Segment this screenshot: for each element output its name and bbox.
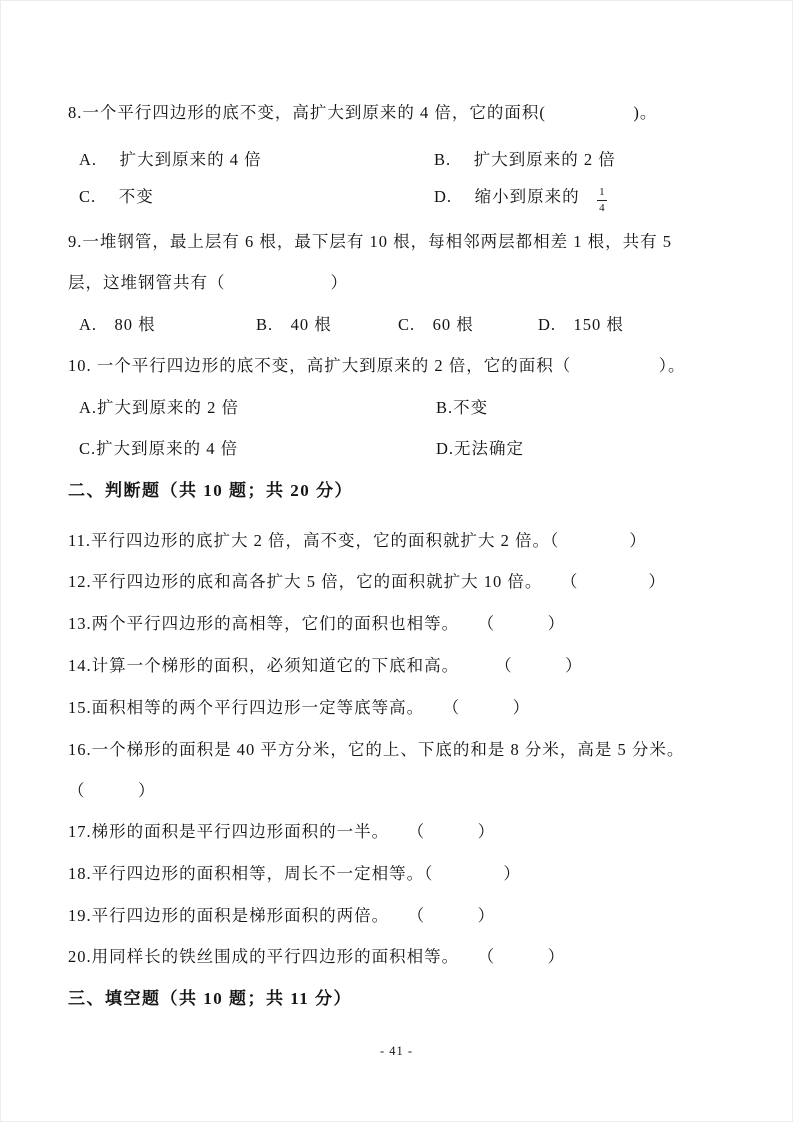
fraction-denominator: 4 xyxy=(599,202,605,214)
question-16-line1: 16.一个梯形的面积是 40 平方分米，它的上、下底的和是 8 分米，高是 5 分米。 xyxy=(68,740,685,759)
question-10-option-b: B.不变 xyxy=(436,398,489,417)
fraction-numerator: 1 xyxy=(597,186,607,201)
question-19: 19.平行四边形的面积是梯形面积的两倍。 （ ） xyxy=(68,906,496,925)
question-14: 14.计算一个梯形的面积，必须知道它的下底和高。 （ ） xyxy=(68,656,583,675)
question-8-option-b: B. 扩大到原来的 2 倍 xyxy=(434,150,616,169)
question-9-option-b: B. 40 根 xyxy=(256,315,332,334)
question-10-option-c: C.扩大到原来的 4 倍 xyxy=(79,439,239,458)
question-17: 17.梯形的面积是平行四边形面积的一半。 （ ） xyxy=(68,822,496,841)
question-13: 13.两个平行四边形的高相等，它们的面积也相等。 （ ） xyxy=(68,614,566,633)
question-8-option-d xyxy=(434,186,607,215)
question-15: 15.面积相等的两个平行四边形一定等底等高。 （ ） xyxy=(68,698,531,717)
question-16-line2: （ ） xyxy=(68,781,156,800)
question-10-option-a: A.扩大到原来的 2 倍 xyxy=(79,398,240,417)
question-8-option-d-text: D. 缩小到原来的 xyxy=(434,187,598,206)
question-12: 12.平行四边形的底和高各扩大 5 倍，它的面积就扩大 10 倍。 （ ） xyxy=(68,572,666,591)
page-number: - 41 - xyxy=(379,1044,414,1058)
question-8-option-c: C. 不变 xyxy=(79,187,154,206)
question-9-stem-line1: 9.一堆钢管，最上层有 6 根，最下层有 10 根，每相邻两层都相差 1 根，共有 5 xyxy=(68,232,672,251)
question-11: 11.平行四边形的底扩大 2 倍，高不变，它的面积就扩大 2 倍。（ ） xyxy=(68,531,647,550)
fraction-one-fourth xyxy=(597,186,607,214)
question-9-option-d: D. 150 根 xyxy=(538,315,624,334)
question-9-option-a: A. 80 根 xyxy=(79,315,156,334)
question-8-stem: 8.一个平行四边形的底不变，高扩大到原来的 4 倍，它的面积( )。 xyxy=(68,103,658,122)
question-18: 18.平行四边形的面积相等，周长不一定相等。（ ） xyxy=(68,864,521,883)
question-8-option-a: A. 扩大到原来的 4 倍 xyxy=(79,150,262,169)
question-10-option-d: D.无法确定 xyxy=(436,439,525,458)
question-10-stem: 10. 一个平行四边形的底不变，高扩大到原来的 2 倍，它的面积（ ）。 xyxy=(68,356,686,375)
question-20: 20.用同样长的铁丝围成的平行四边形的面积相等。 （ ） xyxy=(68,947,566,966)
question-9-stem-line2: 层，这堆钢管共有（ ） xyxy=(68,273,348,292)
question-9-option-c: C. 60 根 xyxy=(398,315,474,334)
fill-blank-section-title: 三、填空题（共 10 题；共 11 分） xyxy=(68,989,353,1008)
true-false-section-title: 二、判断题（共 10 题；共 20 分） xyxy=(68,481,353,500)
